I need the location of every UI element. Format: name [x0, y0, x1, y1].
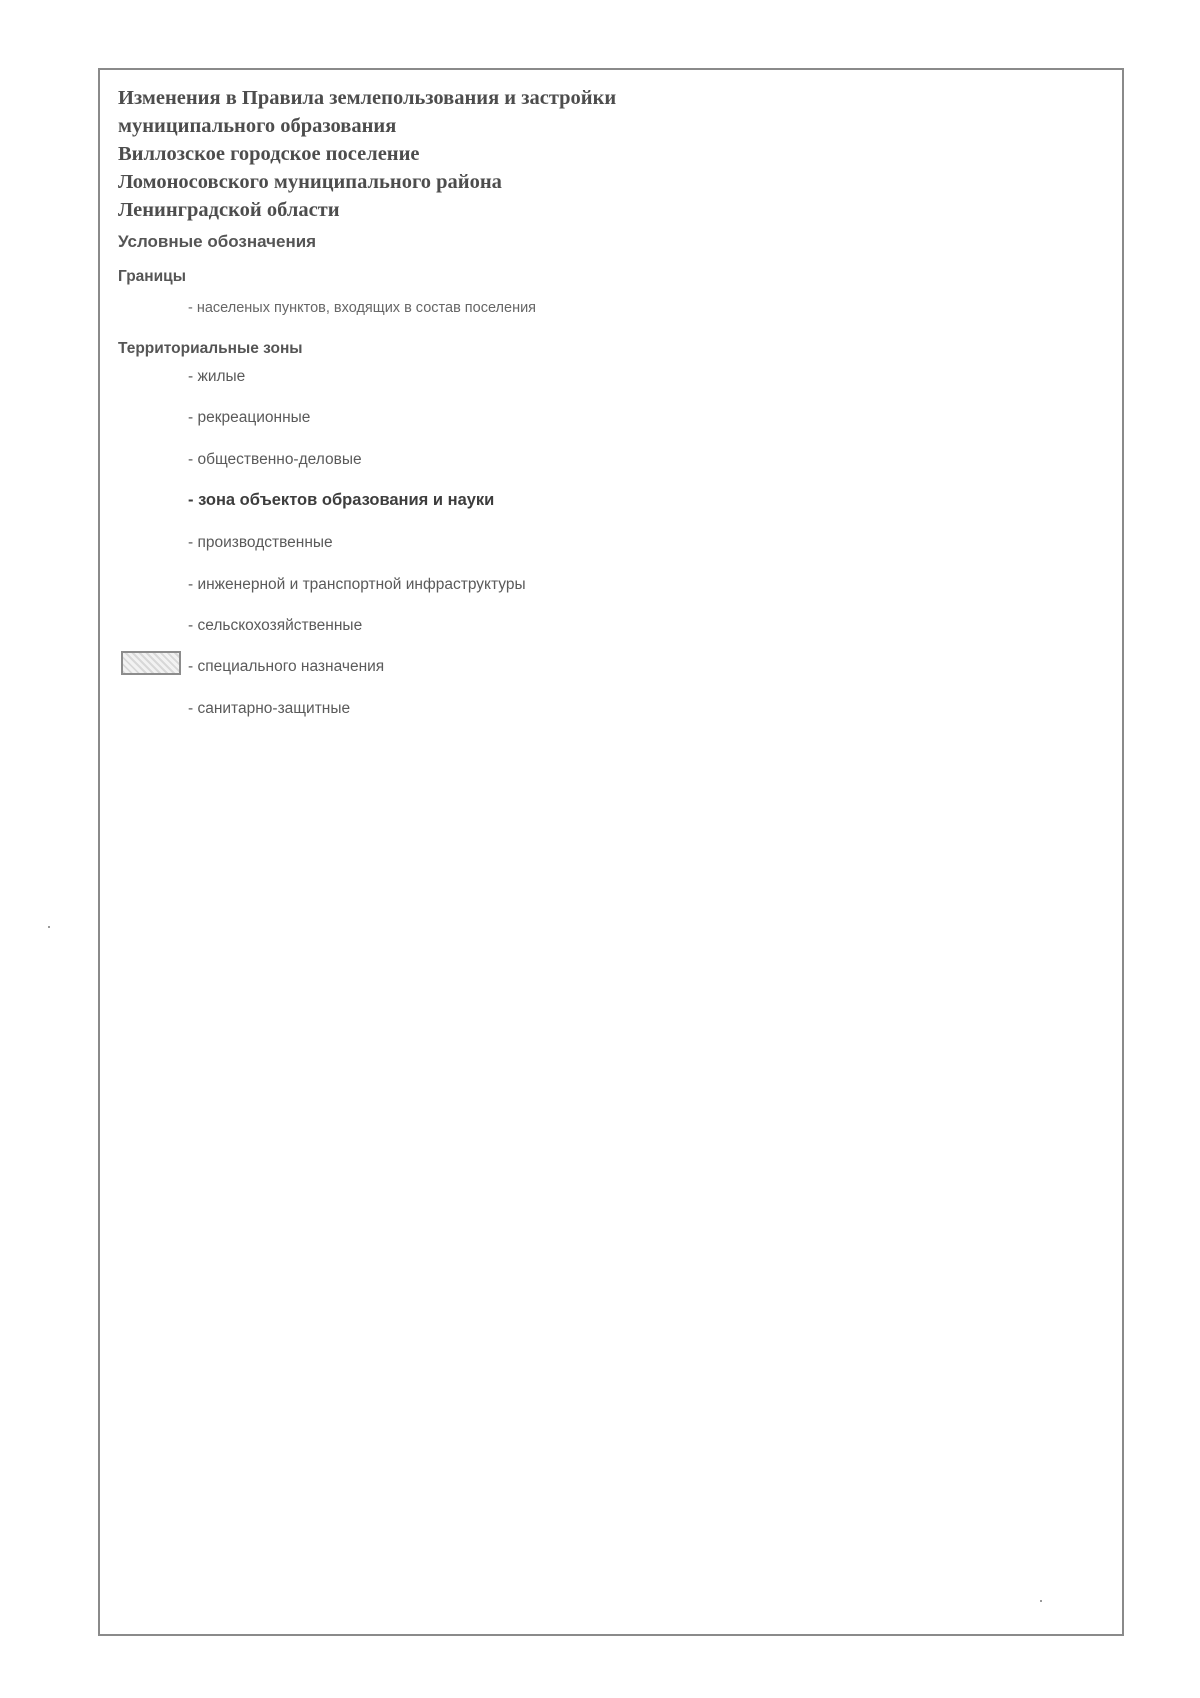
legend-item-industrial: - производственные [188, 534, 333, 551]
scan-speck [48, 926, 50, 928]
title-line-4: Ломоносовского муниципального района [118, 171, 502, 193]
legend-item-residential: - жилые [188, 368, 246, 385]
boundaries-heading: Границы [118, 268, 186, 285]
zones-heading: Территориальные зоны [118, 340, 303, 357]
legend-item-special-purpose: - специального назначения [188, 658, 385, 675]
title-line-5: Ленинградской области [118, 199, 340, 221]
title-line-1: Изменения в Правила землепользования и застройки [118, 87, 617, 109]
title-line-3: Виллозское городское поселение [118, 143, 420, 165]
legend-heading: Условные обозначения [118, 232, 317, 251]
document-title [118, 84, 616, 224]
legend-item-agricultural: - сельскохозяйственные [188, 617, 363, 634]
legend-item-infrastructure: - инженерной и транспортной инфраструктуры [188, 576, 526, 593]
legend-item-sanitary-protection: - санитарно-защитные [188, 700, 351, 717]
legend-item-public-business: - общественно-деловые [188, 451, 362, 468]
scan-speck [1040, 1600, 1042, 1602]
title-line-2: муниципального образования [118, 115, 397, 137]
legend-item-settlement-boundaries: - населеных пунктов, входящих в состав поселения [188, 300, 537, 316]
special-purpose-swatch [121, 651, 181, 675]
legend-item-education-science: - зона объектов образования и науки [188, 491, 495, 509]
legend-item-recreational: - рекреационные [188, 409, 311, 426]
